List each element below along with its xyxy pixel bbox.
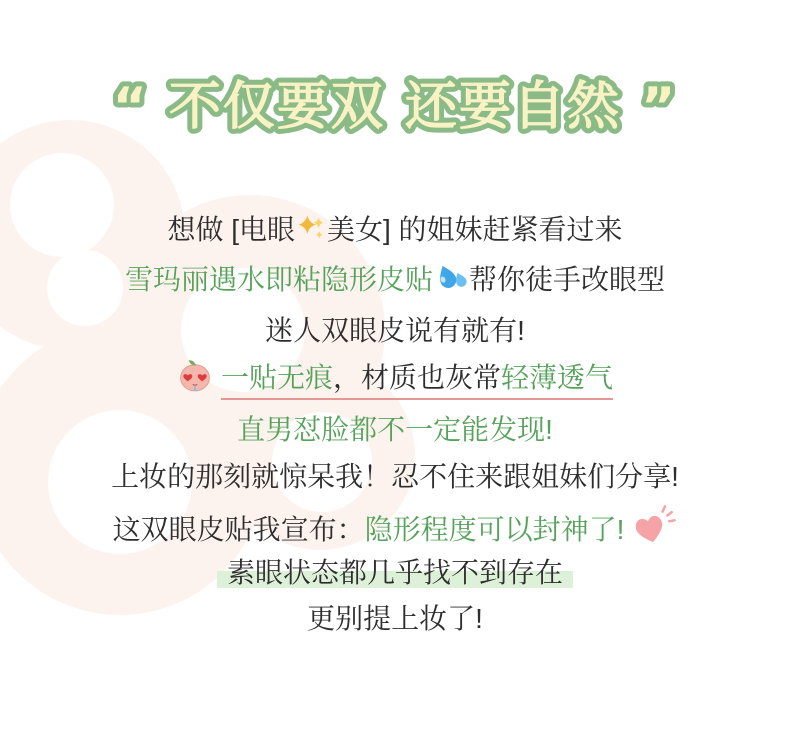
body-line-1 <box>0 210 790 250</box>
line4-mid: ，材质也灰常 <box>332 362 501 393</box>
line7-green: 隐形程度可以封神了! <box>364 514 625 545</box>
body-line-2 <box>0 260 790 300</box>
highlighted-text: 素眼状态都几乎找不到存在 <box>217 557 573 588</box>
line2-text-rest: 帮你徒手改眼型 <box>469 264 666 295</box>
line3-text: 迷人双眼皮说有就有! <box>265 315 525 346</box>
line9-text: 更别提上妆了! <box>307 603 483 634</box>
line4-underlined-text <box>221 362 613 400</box>
line6-text: 上妆的那刻就惊呆我！忍不住来跟姐妹们分享! <box>111 461 679 492</box>
body-line-5 <box>0 410 790 450</box>
body-line-7 <box>0 503 790 553</box>
body-line-3 <box>0 311 790 351</box>
body-line-8 <box>0 553 790 593</box>
line1-text-pre: 想做 [电眼 <box>167 214 295 245</box>
brand-name-text: 雪玛丽遇水即粘隐形皮贴 <box>124 264 433 295</box>
body-line-9 <box>0 599 790 639</box>
line7-lead: 这双眼皮贴我宣布： <box>112 514 365 545</box>
water-drops-icon <box>435 262 467 294</box>
title-text: “ 不仅要双 还要自然 ” <box>112 77 678 137</box>
line4-green-2: 轻薄透气 <box>501 362 614 393</box>
heart-eyes-face-icon <box>177 358 213 394</box>
page-title <box>0 48 790 148</box>
line4-green-1: 一贴无痕 <box>220 362 333 393</box>
line1-text-post: 美女] 的姐妹赶紧看过来 <box>327 214 623 245</box>
sparkles-icon <box>296 213 326 243</box>
line5-text: 直男怼脸都不一定能发现! <box>237 414 553 445</box>
body-line-6 <box>0 457 790 497</box>
body-line-4 <box>0 358 790 398</box>
pink-heart-icon <box>627 503 677 553</box>
